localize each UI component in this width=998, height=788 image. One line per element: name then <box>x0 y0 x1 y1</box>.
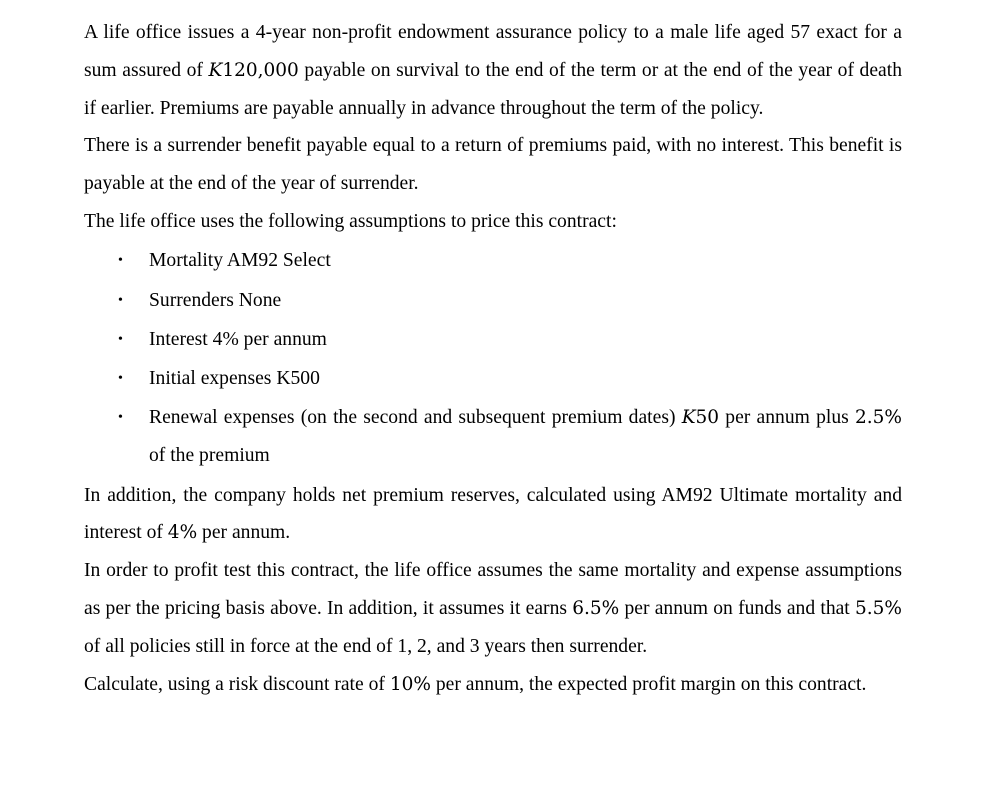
earned-rate: 6.5% <box>572 597 620 619</box>
policy-description-rest: payable on survival to the end of the term or at the end of the year of death if earlier. Premiums are payable annually in advance throughout the term of the policy. <box>84 59 902 119</box>
bullet-icon: • <box>118 371 123 387</box>
question-paragraph <box>84 666 902 704</box>
assumption-item-interest <box>84 321 902 359</box>
pricing-assumptions-intro: The life office uses the following assumptions to price this contract: <box>84 210 617 232</box>
reserves-rate: 4% <box>167 522 198 544</box>
assumption-item-initial-expenses <box>84 360 902 398</box>
assumption-text: Surrenders None <box>149 289 282 311</box>
renewal-amount: K50 <box>681 407 720 429</box>
surrender-benefit-paragraph: There is a surrender benefit payable equal to a return of premiums paid, with no interest. This benefit is payable at the end of the year of surrender. <box>84 135 902 195</box>
policy-description-text: A life office issues a 4-year non-profit endowment assurance policy to a male life aged 57 exact for a sum assured of <box>84 22 902 81</box>
bullet-icon: • <box>118 292 123 308</box>
assumption-text: Initial expenses K500 <box>149 368 320 390</box>
question-text-pre: Calculate, using a risk discount rate of <box>84 673 390 695</box>
sum-assured-amount: 120,000 <box>222 59 299 81</box>
document-body <box>84 14 902 703</box>
renewal-text-mid: per annum plus <box>719 407 856 429</box>
question-text-post: per annum, the expected profit margin on this contract. <box>430 673 867 695</box>
assumption-text: Interest 4% per annum <box>149 328 327 350</box>
assumption-item-surrenders <box>84 282 902 320</box>
assumptions-list <box>84 242 902 475</box>
assumption-item-mortality <box>84 242 902 280</box>
risk-discount-rate: 10% <box>389 673 431 695</box>
reserves-text-post: per annum. <box>197 522 291 544</box>
renewal-text-post: of the premium <box>149 445 270 467</box>
renewal-percent: 2.5% <box>855 407 903 429</box>
bullet-icon: • <box>118 331 123 347</box>
renewal-text-pre: Renewal expenses (on the second and subsequent premium dates) <box>149 407 682 429</box>
policy-description-paragraph <box>84 14 902 127</box>
net-premium-reserves-paragraph <box>84 477 902 553</box>
reserves-text-pre: In addition, the company holds net premium reserves, calculated using AM92 Ultimate mortality and interest of <box>84 484 902 544</box>
renewal-amount-digits: 50 <box>695 407 720 429</box>
profit-test-paragraph <box>84 552 902 665</box>
assumption-text: Mortality AM92 Select <box>149 250 331 272</box>
profit-test-text-mid: per annum on funds and that <box>619 597 855 619</box>
profit-test-text-pre: In order to profit test this contract, the life office assumes the same mortality and expense assumptions as per the pricing basis above. In addition, it assumes it earns <box>84 560 902 619</box>
bullet-icon: • <box>118 410 123 426</box>
profit-test-text-post: of all policies still in force at the end of 1, 2, and 3 years then surrender. <box>84 635 648 657</box>
surrender-rate: 5.5% <box>854 597 902 619</box>
sum-assured-value: K120,000 <box>208 59 299 81</box>
bullet-icon: • <box>118 253 123 269</box>
assumption-item-renewal-expenses <box>84 399 902 475</box>
